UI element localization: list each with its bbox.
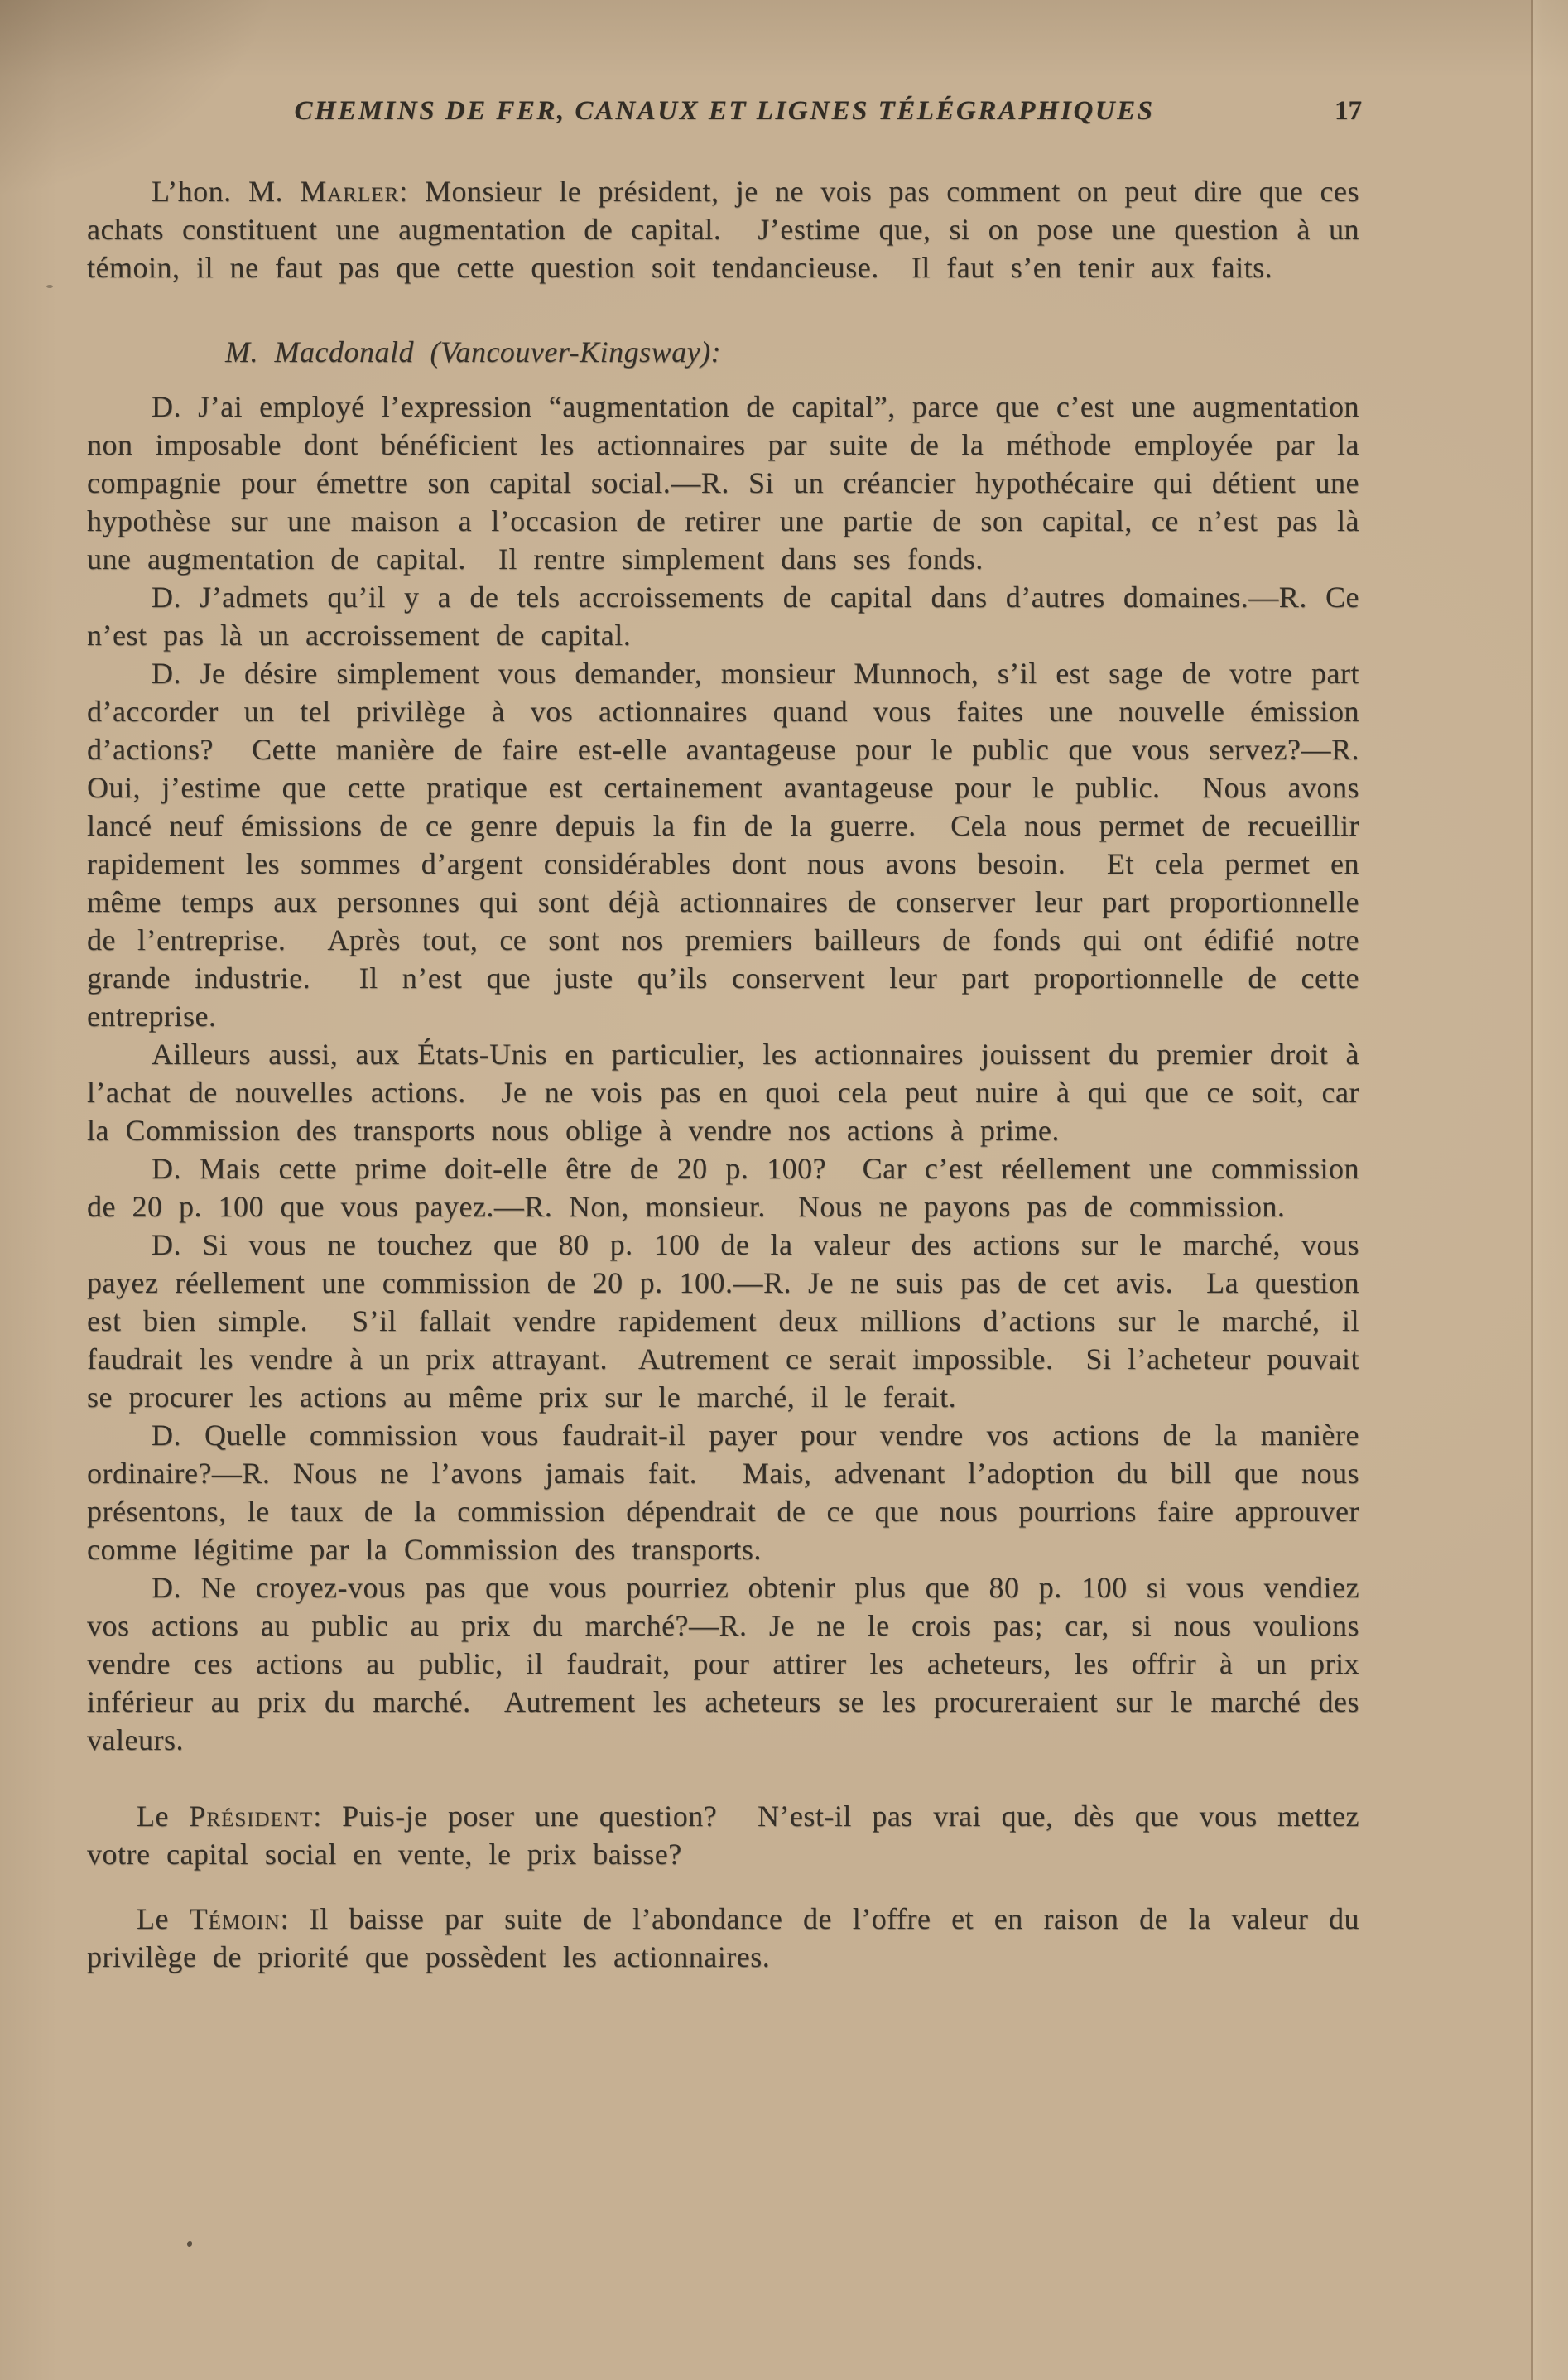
ink-speck	[187, 2241, 192, 2247]
paragraph-text: D. Mais cette prime doit-elle être de 20 p. 100? Car c’est réellement une commission de 20 p. 100 que vous payez.—R. Non, monsieur. Nous ne payons pas de commission.	[87, 1152, 1359, 1223]
speaker-name-marler: Marler	[300, 175, 400, 208]
paragraph-text: : Monsieur le président, je ne vois pas comment on peut dire que ces achats constituent une augmentation de capital. J’estime que, si on pose une question à un témoin, il ne faut pas que cette question soit tendancieuse. Il faut s’en tenir aux faits.	[87, 175, 1359, 284]
ink-speck	[46, 285, 53, 288]
paragraph-text: D. J’admets qu’il y a de tels accroissements de capital dans d’autres domaines.—R. Ce n’est pas là un accroissement de capital.	[87, 581, 1359, 652]
page-number: 17	[1335, 96, 1362, 126]
dialogue-paragraph	[87, 388, 1359, 578]
paragraph-text: : Il baisse par suite de l’abondance de l’offre et en raison de la valeur du privilège de priorité que possèdent les actionnaires.	[87, 1902, 1360, 1973]
paragraph-text: D. Quelle commission vous faudrait-il payer pour vendre vos actions de la manière ordinaire?—R. Nous ne l’avons jamais fait. Mais, advenant l’adoption du bill que nous présentons, le taux de la commission dépendrait de ce que nous pourrions faire approuver comme légitime par la Commission des transports.	[87, 1419, 1359, 1566]
dialogue-paragraph	[87, 172, 1359, 287]
dialogue-paragraph	[87, 578, 1359, 654]
dialogue-paragraph	[87, 1416, 1359, 1568]
temoin-paragraph	[87, 1900, 1359, 1976]
dialogue-paragraph	[87, 654, 1359, 1035]
paragraph-text: Le	[137, 1902, 190, 1935]
paragraph-text: : Puis-je poser une question? N’est-il pas vrai que, dès que vous mettez votre capital social en vente, le prix baisse?	[87, 1799, 1359, 1871]
paragraph-text: D. Si vous ne touchez que 80 p. 100 de la valeur des actions sur le marché, vous payez réellement une commission de 20 p. 100.—R. Je ne suis pas de cet avis. La question est bien simple. S’il fallait vendre rapidement deux millions d’actions sur le marché, il faudrait les vendre à un prix attrayant. Autrement ce serait impossible. Si l’acheteur pouvait se procurer les actions au même prix sur le marché, il le ferait.	[87, 1228, 1359, 1414]
page-body	[87, 172, 1359, 1976]
page-edge-crease	[1531, 0, 1568, 2380]
dialogue-paragraph	[87, 1149, 1359, 1226]
paragraph-text: D. Je désire simplement vous demander, monsieur Munnoch, s’il est sage de votre part d’accorder un tel privilège à vos actionnaires quand vous faites une nouvelle émission d’actions? Cette manière de faire est-elle avantageuse pour le public que vous servez?—R. Oui, j’estime que cette pratique est certainement avantageuse pour le public. Nous avons lancé neuf émissions de ce genre depuis la fin de la guerre. Cela nous permet de recueillir rapidement les sommes d’argent considérables dont nous avons besoin. Et cela permet en même temps aux personnes qui sont déjà actionnaires de conserver leur part proportionnelle de l’entreprise. Après tout, ce sont nos premiers bailleurs de fonds qui ont édifié notre grande industrie. Il n’est que juste qu’ils conservent leur part proportionnelle de cette entreprise.	[87, 657, 1359, 1033]
paragraph-text: L’hon. M.	[152, 175, 301, 208]
president-paragraph	[87, 1797, 1359, 1873]
dialogue-paragraph	[87, 1226, 1359, 1416]
speaker-name-temoin: Témoin	[189, 1902, 281, 1935]
dialogue-paragraph	[87, 1035, 1359, 1149]
speaker-attribution-line	[87, 333, 1359, 371]
speaker-name-president: Président	[189, 1799, 314, 1833]
dialogue-paragraph	[87, 1568, 1359, 1759]
paragraph-text: D. Ne croyez-vous pas que vous pourriez obtenir plus que 80 p. 100 si vous vendiez vos actions au public au prix du marché?—R. Je ne le crois pas; car, si nous voulions vendre ces actions au public, il faudrait, pour attirer les acheteurs, les offrir à un prix inférieur au prix du marché. Autrement les acheteurs se les procureraient sur le marché des valeurs.	[87, 1571, 1359, 1756]
running-title: CHEMINS DE FER, CANAUX ET LIGNES TÉLÉGRAPHIQUES	[294, 96, 1155, 126]
paragraph-text: Le	[137, 1799, 190, 1833]
page-header	[87, 96, 1362, 139]
speaker-name-macdonald: M. Macdonald (Vancouver-Kingsway):	[225, 335, 722, 369]
paragraph-text: D. J’ai employé l’expression “augmentation de capital”, parce que c’est une augmentation non imposable dont bénéficient les actionnaires par suite de la méthode employée par la compagnie pour émettre son capital social.—R. Si un créancier hypothécaire qui détient une hypothèse sur une maison a l’occasion de retirer une partie de son capital, ce n’est pas là une augmentation de capital. Il rentre simplement dans ses fonds.	[87, 390, 1359, 576]
paragraph-text: Ailleurs aussi, aux États-Unis en particulier, les actionnaires jouissent du premier droit à l’achat de nouvelles actions. Je ne vois pas en quoi cela peut nuire à qui que ce soit, car la Commission des transports nous oblige à vendre nos actions à prime.	[87, 1038, 1359, 1147]
